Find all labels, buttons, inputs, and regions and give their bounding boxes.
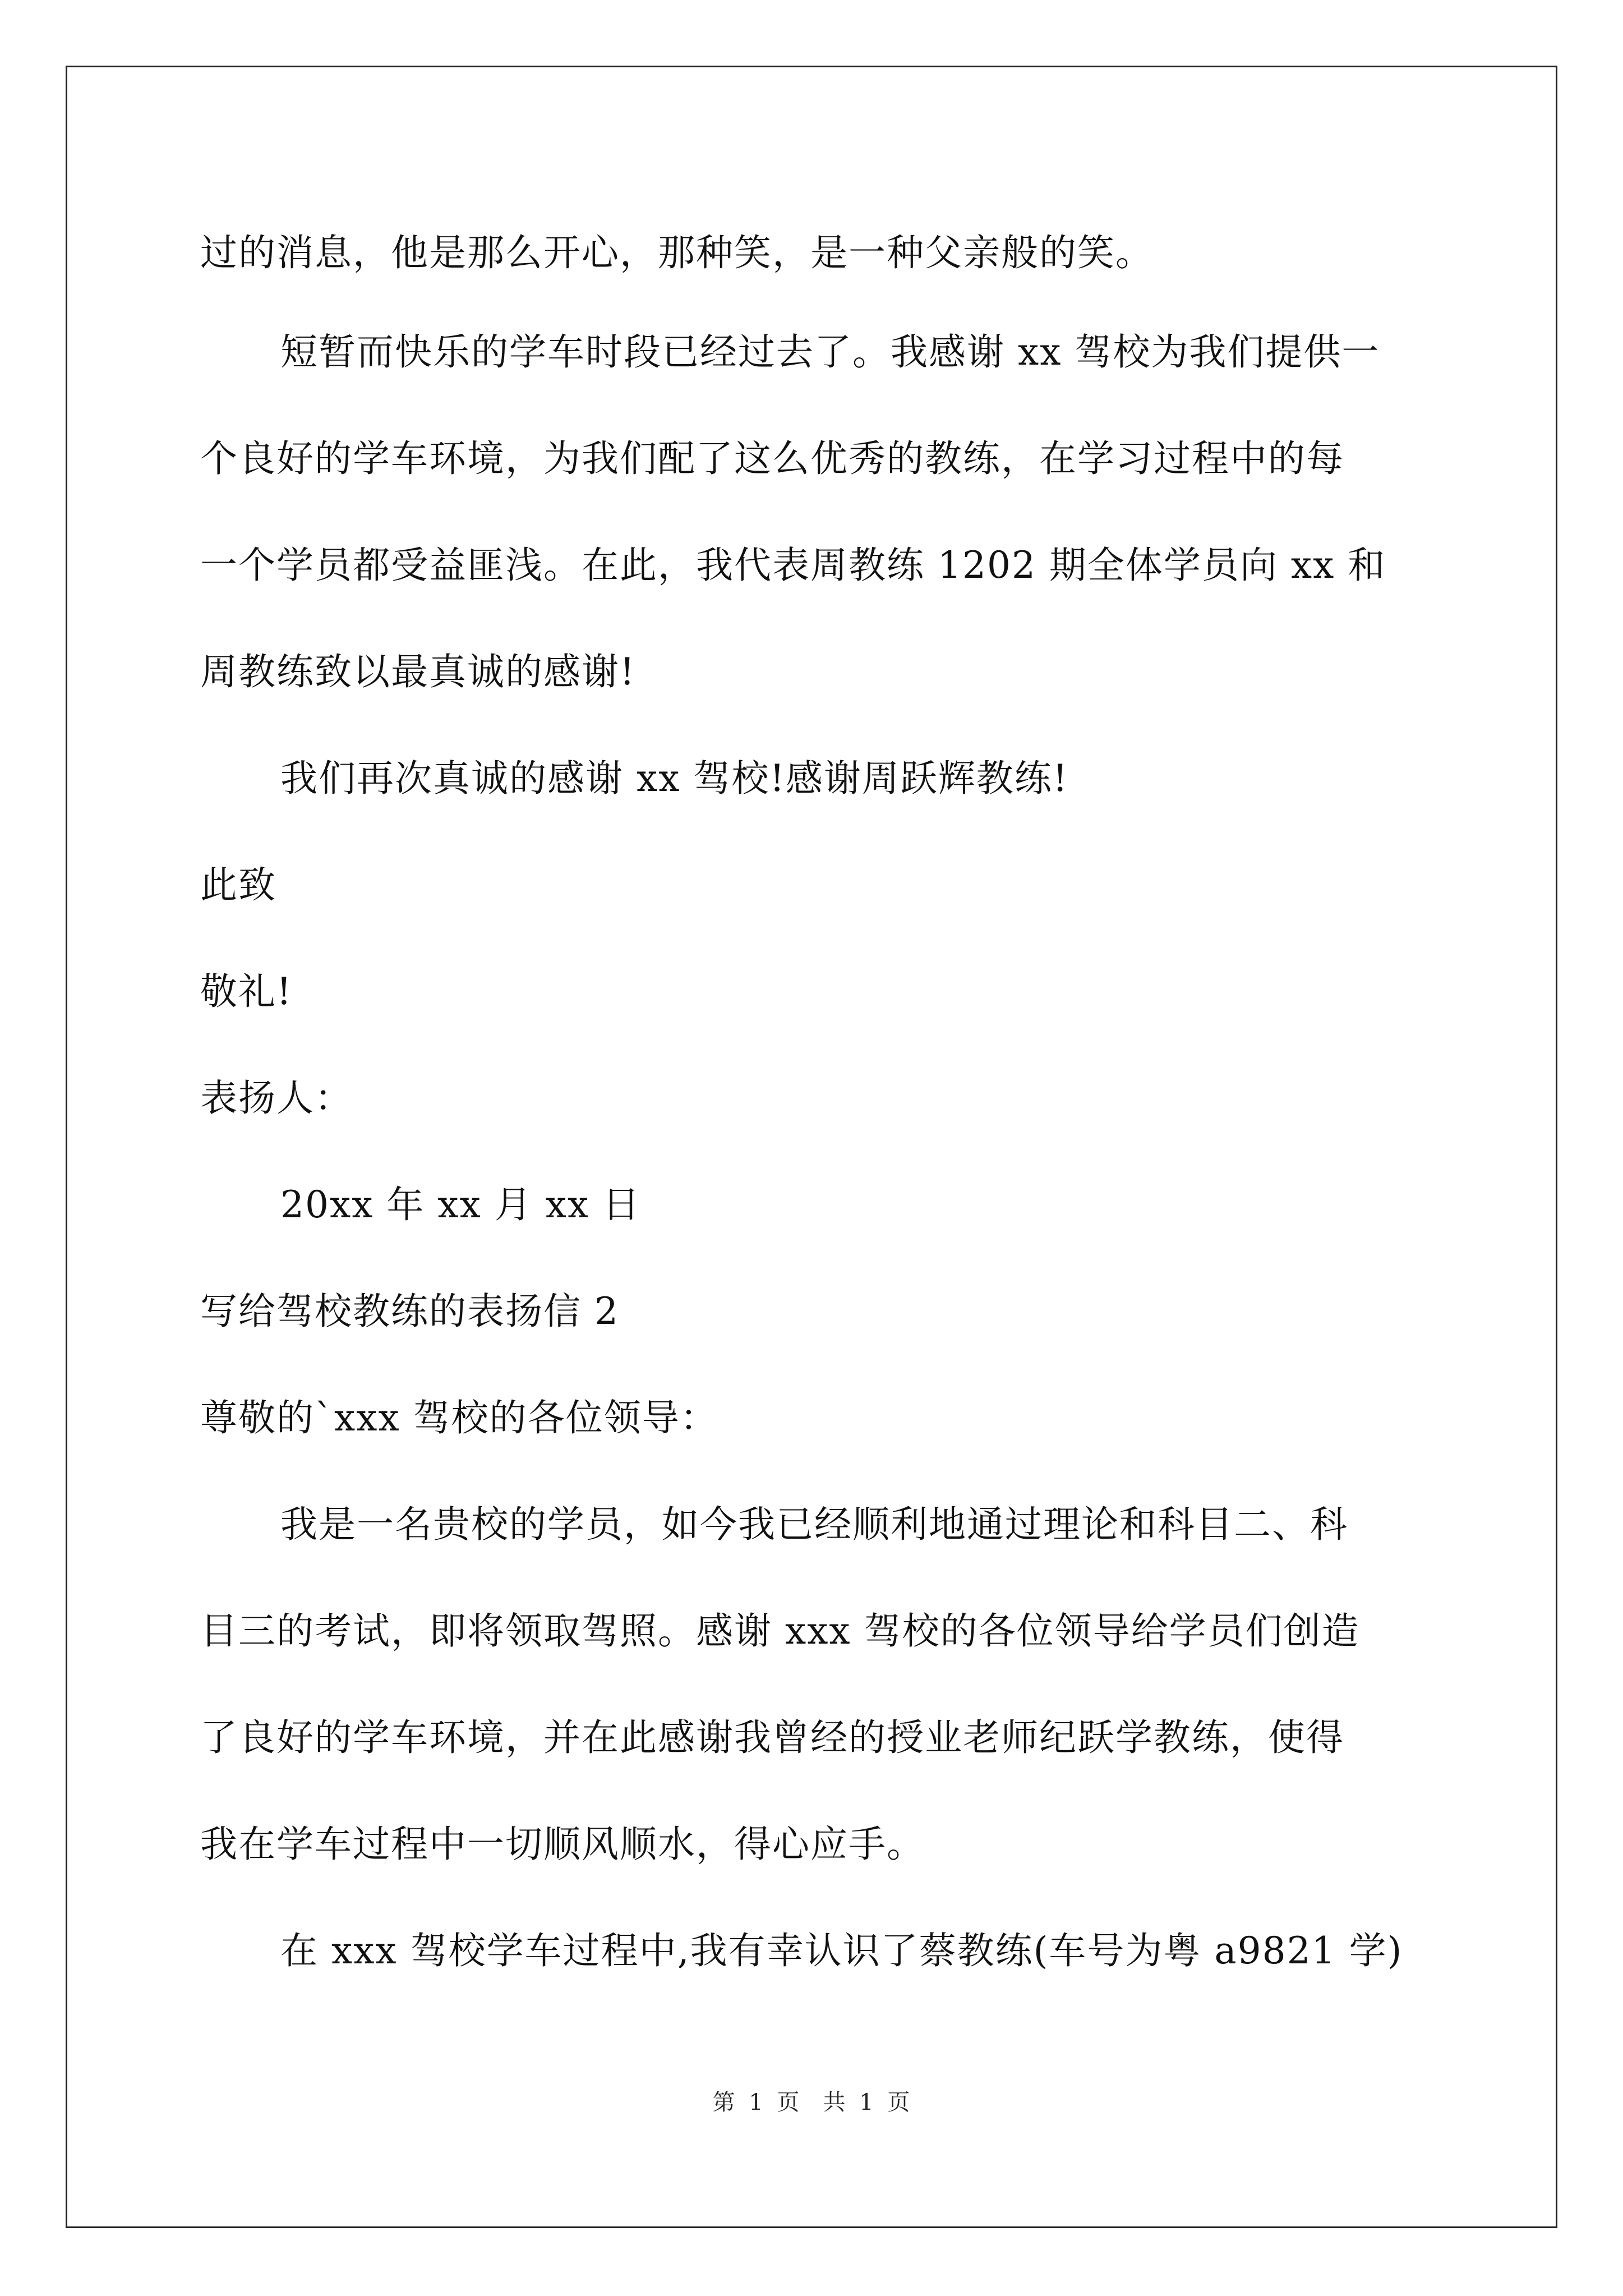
paragraph-line: 过的消息，他是那么开心，那种笑，是一种父亲般的笑。 — [200, 231, 1154, 274]
paragraph-line: 周教练致以最真诚的感谢! — [200, 650, 636, 693]
paragraph-line: 在 xxx 驾校学车过程中,我有幸认识了蔡教练(车号为粤 a9821 学) — [280, 1929, 1403, 1972]
page-footer: 第 1 页 共 1 页 — [712, 2090, 911, 2115]
signature-label: 表扬人： — [200, 1076, 353, 1120]
paragraph-line: 目三的考试，即将领取驾照。感谢 xxx 驾校的各位领导给学员们创造 — [200, 1609, 1360, 1653]
paragraph-line: 了良好的学车环境，并在此感谢我曾经的授业老师纪跃学教练，使得 — [200, 1716, 1344, 1759]
paragraph-line: 我在学车过程中一切顺风顺水，得心应手。 — [200, 1823, 925, 1866]
date-line: 20xx 年 xx 月 xx 日 — [280, 1183, 641, 1226]
paragraph-line: 一个学员都受益匪浅。在此，我代表周教练 1202 期全体学员向 xx 和 — [200, 544, 1386, 587]
paragraph-line: 个良好的学车环境，为我们配了这么优秀的教练，在学习过程中的每 — [200, 437, 1344, 480]
closing-line: 此致 — [200, 863, 276, 907]
paragraph-line: 我是一名贵校的学员，如今我已经顺利地通过理论和科目二、科 — [280, 1503, 1348, 1546]
section-title: 写给驾校教练的表扬信 2 — [200, 1290, 619, 1333]
page-border — [66, 66, 1557, 2228]
paragraph-line: 短暂而快乐的学车时段已经过去了。我感谢 xx 驾校为我们提供一 — [280, 330, 1380, 374]
paragraph-line: 我们再次真诚的感谢 xx 驾校!感谢周跃辉教练! — [280, 757, 1069, 800]
greeting-line: 尊敬的`xxx 驾校的各位领导： — [200, 1396, 718, 1439]
salutation-line: 敬礼! — [200, 970, 293, 1013]
